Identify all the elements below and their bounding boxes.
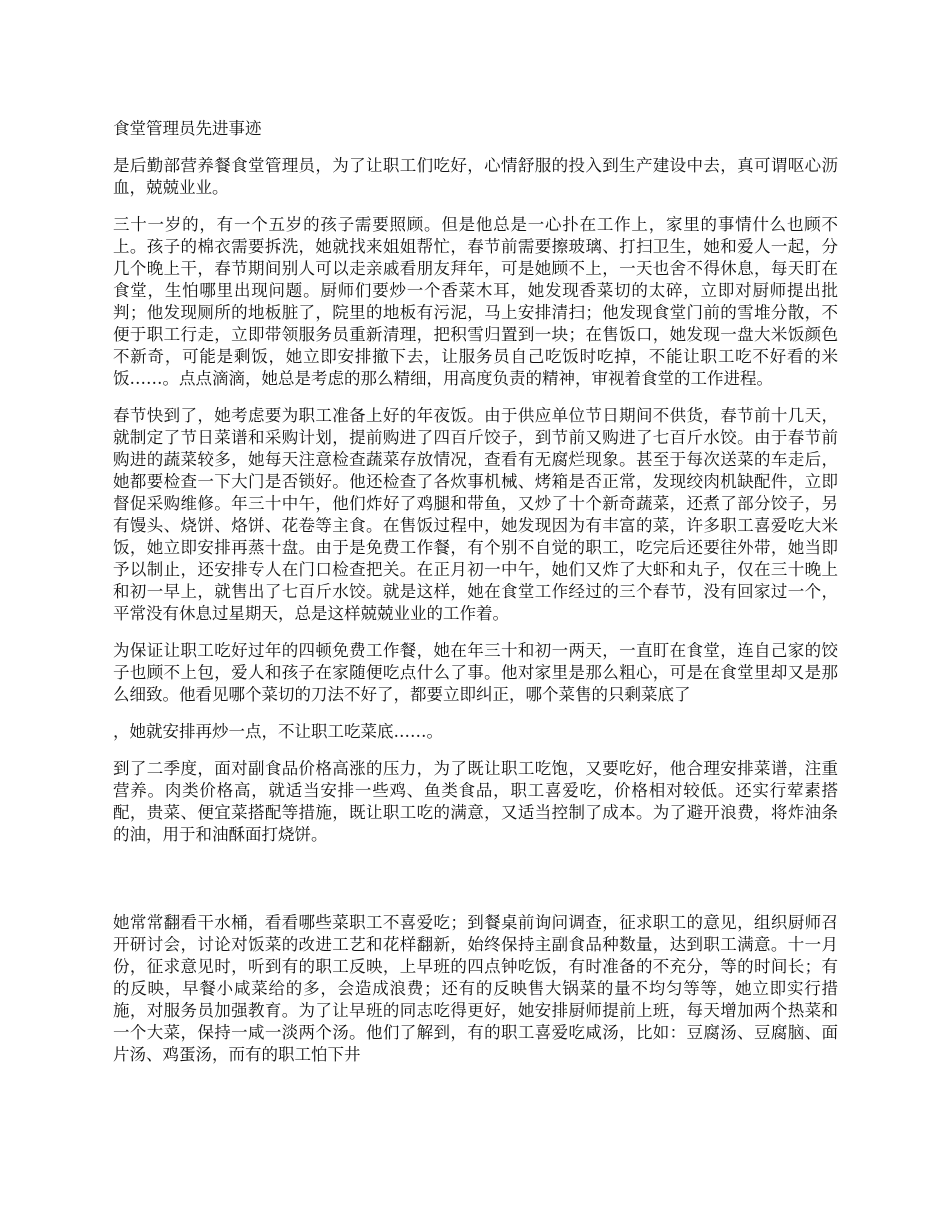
paragraph-spring-festival: 春节快到了，她考虑要为职工准备上好的年夜饭。由于供应单位节日期间不供货，春节前十几天，就制定了节日菜谱和采购计划，提前购进了四百斤饺子，到节前又购进了七百斤水饺。由于春节前购进的蔬菜较多，她每天注意检查蔬菜存放情况，查看有无腐烂现象。甚至于每次送菜的车走后，她都要检查一下大门是否锁好。他还检查了各炊事机械、烤箱是否正常，发现绞肉机缺配件，立即督促采购维修。年三十中午，他们炸好了鸡腿和带鱼，又炒了十个新奇蔬菜，还煮了部分饺子，另有馒头、烧饼、烙饼、花卷等主食。在售饭过程中，她发现因为有丰富的菜，许多职工喜爱吃大米饭，她立即安排再蒸十盘。由于是免费工作餐，有个别不自觉的职工，吃完后还要往外带，她当即予以制止，还安排专人在门口检查把关。在正月初一中午，她们又炸了大虾和丸子，仅在三十晚上和初一早上，就售出了七百斤水饺。就是这样，她在食堂工作经过的三个春节，没有回家过一个，平常没有休息过星期天，总是这样兢兢业业的工作着。: [113, 406, 838, 623]
paragraph-feedback: 她常常翻看干水桶，看看哪些菜职工不喜爱吃；到餐桌前询问调查，征求职工的意见，组织厨师召开研讨会，讨论对饭菜的改进工艺和花样翻新，始终保持主副食品种数量，达到职工满意。十一月份，征求意见时，听到有的职工反映，上早班的四点钟吃饭，有时准备的不充分，等的时间长；有的反映，早餐小咸菜给的多，会造成浪费；还有的反映售大锅菜的量不均匀等等，她立即实行措施，对服务员加强教育。为了让早班的同志吃得更好，她安排厨师提前上班，每天增加两个热菜和一个大菜，保持一咸一淡两个汤。他们了解到，有的职工喜爱吃咸汤，比如：豆腐汤、豆腐脑、面片汤、鸡蛋汤，而有的职工怕下井: [113, 913, 838, 1064]
paragraph-family: 三十一岁的，有一个五岁的孩子需要照顾。但是他总是一心扑在工作上，家里的事情什么也顾不上。孩子的棉衣需要拆洗，她就找来姐姐帮忙，春节前需要擦玻璃、打扫卫生，她和爱人一起，分几个晚上干，春节期间别人可以走亲戚看朋友拜年，可是她顾不上，一天也舍不得休息，每天盯在食堂，生怕哪里出现问题。厨师们要炒一个香菜木耳，她发现香菜切的太碎，立即对厨师提出批判；他发现厕所的地板脏了，院里的地板有污泥，马上安排清扫；他发现食堂门前的雪堆分散，不便于职工行走，立即带领服务员重新清理，把积雪归置到一块；在售饭口，她发现一盘大米饭颜色不新奇，可能是剩饭，她立即安排撤下去，让服务员自己吃饭时吃掉，不能让职工吃不好看的米饭……。点点滴滴，她总是考虑的那么精细，用高度负责的精神，审视着食堂的工作进程。: [113, 215, 838, 388]
paragraph-free-meals-continued: ，她就安排再炒一点，不让职工吃菜底……。: [113, 722, 443, 741]
document-page: [113, 118, 838, 1081]
paragraph-intro: 是后勤部营养餐食堂管理员，为了让职工们吃好，心情舒服的投入到生产建设中去，真可谓呕心沥血，兢兢业业。: [113, 156, 838, 197]
paragraph-second-quarter: 到了二季度，面对副食品价格高涨的压力，为了既让职工吃饱，又要吃好，他合理安排菜谱，注重营养。肉类价格高，就适当安排一些鸡、鱼类食品，职工喜爱吃，价格相对较低。还实行荤素搭配，贵菜、便宜菜搭配等措施，既让职工吃的满意，又适当控制了成本。为了避开浪费，将炸油条的油，用于和油酥面打烧饼。: [113, 759, 838, 844]
section-gap: [113, 861, 838, 912]
document-title: 食堂管理员先进事迹: [113, 119, 262, 138]
paragraph-free-meals: 为保证让职工吃好过年的四顿免费工作餐，她在年三十和初一两天，一直盯在食堂，连自己家的饺子也顾不上包，爱人和孩子在家随便吃点什么了事。他对家里是那么粗心，可是在食堂里却又是那么细致。他看见哪个菜切的刀法不好了，都要立即纠正，哪个菜售的只剩菜底了: [113, 641, 838, 704]
